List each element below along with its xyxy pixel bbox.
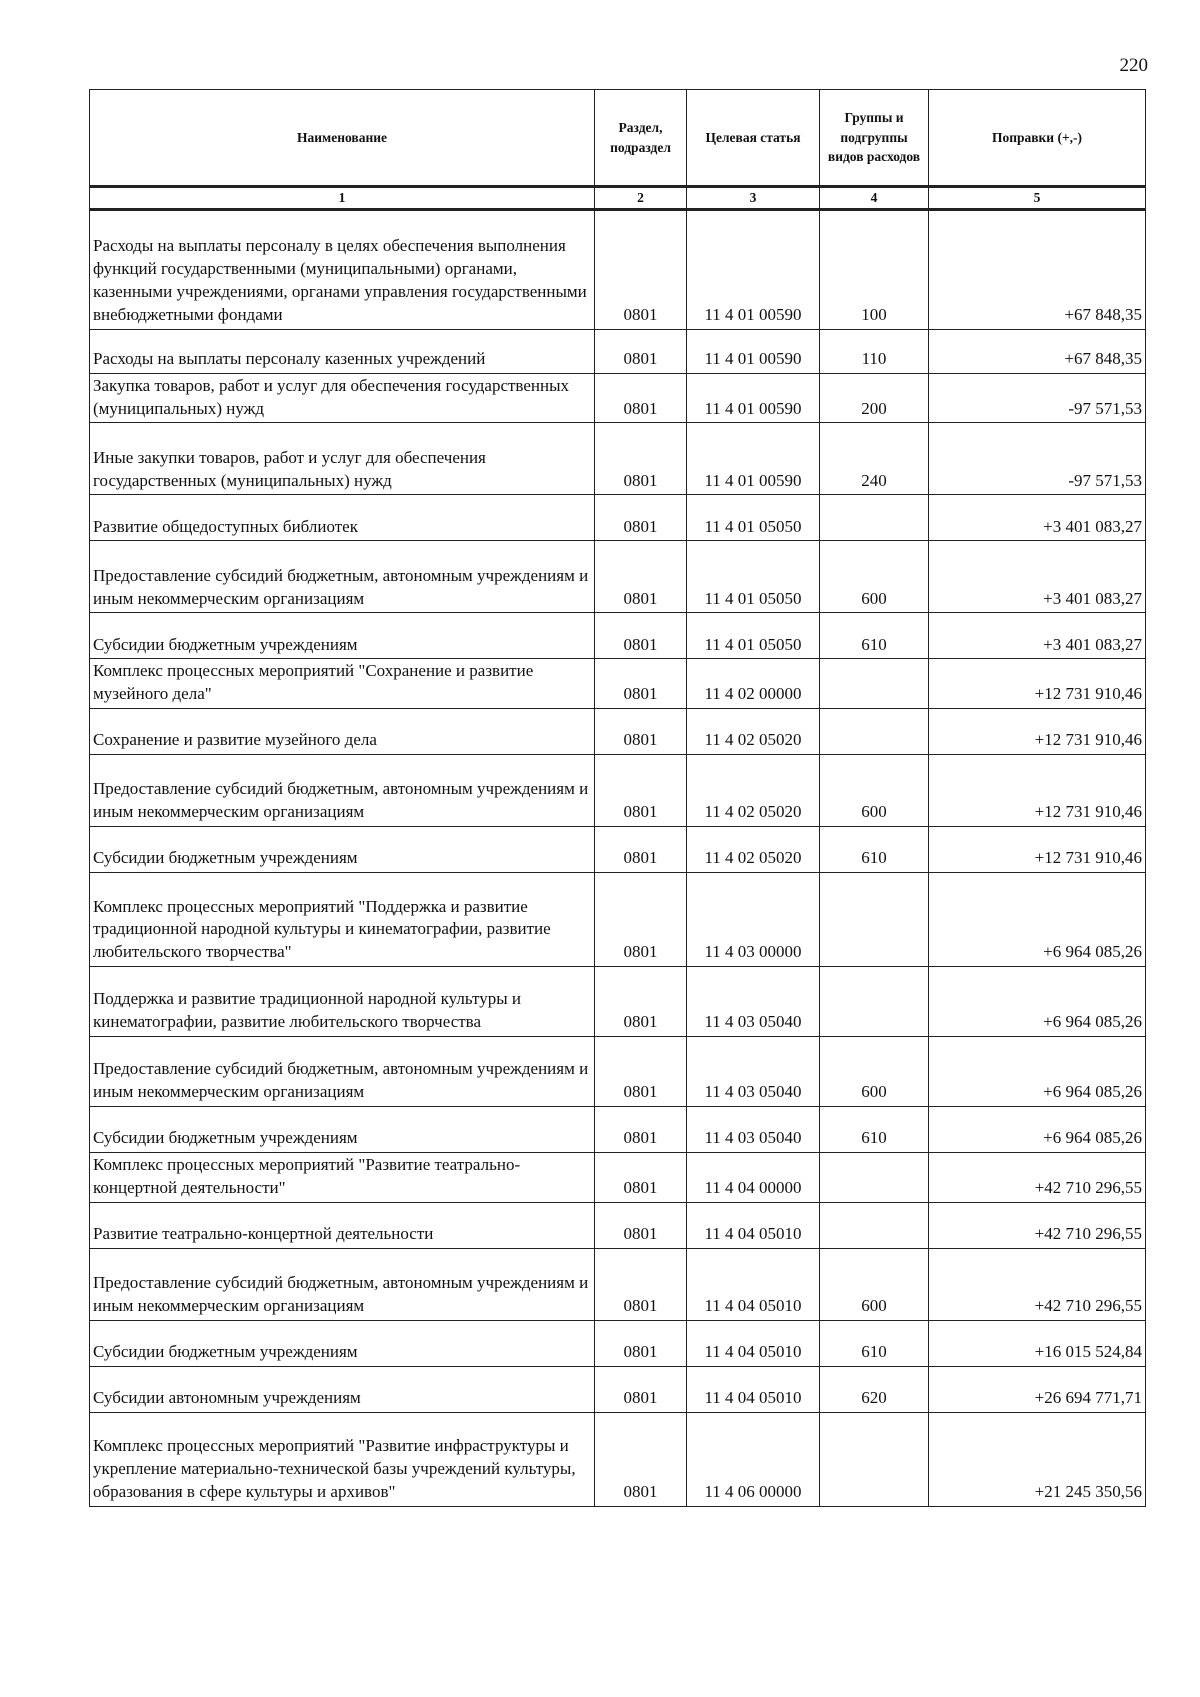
cell-name: Предоставление субсидий бюджетным, автономным учреждениям и иным некоммерческим организациям [90, 755, 595, 827]
cell-target-article: 11 4 03 05040 [687, 1037, 820, 1107]
table-row [90, 1037, 1146, 1107]
cell-name: Субсидии бюджетным учреждениям [90, 1321, 595, 1367]
cell-section: 0801 [595, 423, 687, 495]
column-number: 5 [929, 187, 1146, 210]
cell-target-article: 11 4 04 05010 [687, 1203, 820, 1249]
cell-expense-group [820, 873, 929, 967]
column-number: 1 [90, 187, 595, 210]
cell-section: 0801 [595, 873, 687, 967]
cell-amendment: +12 731 910,46 [929, 827, 1146, 873]
column-number: 2 [595, 187, 687, 210]
cell-expense-group [820, 1153, 929, 1203]
cell-name: Развитие театрально-концертной деятельности [90, 1203, 595, 1249]
cell-name: Предоставление субсидий бюджетным, автономным учреждениям и иным некоммерческим организациям [90, 1249, 595, 1321]
cell-target-article: 11 4 02 05020 [687, 709, 820, 755]
cell-target-article: 11 4 04 05010 [687, 1249, 820, 1321]
cell-name: Предоставление субсидий бюджетным, автономным учреждениям и иным некоммерческим организациям [90, 1037, 595, 1107]
header-name: Наименование [90, 90, 595, 187]
cell-name: Расходы на выплаты персоналу в целях обеспечения выполнения функций государственными (муниципальными) органами, казенными учреждениями, органами управления государственными внебюджетными фондами [90, 209, 595, 329]
cell-amendment: +6 964 085,26 [929, 1107, 1146, 1153]
table-row [90, 613, 1146, 659]
cell-target-article: 11 4 06 00000 [687, 1413, 820, 1507]
cell-expense-group [820, 709, 929, 755]
cell-section: 0801 [595, 1107, 687, 1153]
page-number: 220 [1119, 55, 1148, 76]
cell-expense-group: 600 [820, 755, 929, 827]
cell-amendment: -97 571,53 [929, 423, 1146, 495]
cell-amendment: +6 964 085,26 [929, 1037, 1146, 1107]
cell-expense-group: 610 [820, 827, 929, 873]
cell-section: 0801 [595, 209, 687, 329]
cell-expense-group [820, 659, 929, 709]
cell-amendment: +3 401 083,27 [929, 495, 1146, 541]
cell-amendment: +3 401 083,27 [929, 613, 1146, 659]
cell-amendment: +42 710 296,55 [929, 1153, 1146, 1203]
table-row [90, 1249, 1146, 1321]
cell-section: 0801 [595, 709, 687, 755]
cell-expense-group: 110 [820, 329, 929, 373]
table-row [90, 659, 1146, 709]
cell-expense-group [820, 1203, 929, 1249]
cell-section: 0801 [595, 1367, 687, 1413]
table-row [90, 827, 1146, 873]
cell-name: Сохранение и развитие музейного дела [90, 709, 595, 755]
cell-section: 0801 [595, 755, 687, 827]
cell-amendment: +42 710 296,55 [929, 1203, 1146, 1249]
cell-target-article: 11 4 03 05040 [687, 967, 820, 1037]
cell-section: 0801 [595, 659, 687, 709]
cell-name: Субсидии бюджетным учреждениям [90, 827, 595, 873]
table-row [90, 709, 1146, 755]
cell-expense-group: 240 [820, 423, 929, 495]
cell-section: 0801 [595, 1413, 687, 1507]
cell-name: Закупка товаров, работ и услуг для обеспечения государственных (муниципальных) нужд [90, 373, 595, 423]
cell-target-article: 11 4 02 05020 [687, 827, 820, 873]
table-row [90, 967, 1146, 1037]
cell-amendment: +12 731 910,46 [929, 659, 1146, 709]
header-amendments: Поправки (+,-) [929, 90, 1146, 187]
cell-section: 0801 [595, 967, 687, 1037]
cell-target-article: 11 4 04 05010 [687, 1321, 820, 1367]
header-section: Раздел, подраздел [595, 90, 687, 187]
cell-section: 0801 [595, 1321, 687, 1367]
cell-amendment: +3 401 083,27 [929, 541, 1146, 613]
cell-amendment: +12 731 910,46 [929, 755, 1146, 827]
cell-target-article: 11 4 01 00590 [687, 209, 820, 329]
cell-name: Комплекс процессных мероприятий "Развитие театрально-концертной деятельности" [90, 1153, 595, 1203]
table-row [90, 329, 1146, 373]
cell-expense-group [820, 1413, 929, 1507]
cell-section: 0801 [595, 1203, 687, 1249]
cell-name: Комплекс процессных мероприятий "Сохранение и развитие музейного дела" [90, 659, 595, 709]
cell-name: Субсидии автономным учреждениям [90, 1367, 595, 1413]
table-row [90, 541, 1146, 613]
cell-expense-group: 610 [820, 613, 929, 659]
column-number: 3 [687, 187, 820, 210]
cell-name: Поддержка и развитие традиционной народной культуры и кинематографии, развитие любительского творчества [90, 967, 595, 1037]
cell-section: 0801 [595, 541, 687, 613]
table-row [90, 1203, 1146, 1249]
cell-target-article: 11 4 03 00000 [687, 873, 820, 967]
cell-section: 0801 [595, 373, 687, 423]
budget-table [89, 89, 1146, 1507]
cell-section: 0801 [595, 827, 687, 873]
table-row [90, 873, 1146, 967]
cell-expense-group [820, 967, 929, 1037]
table-row [90, 1367, 1146, 1413]
cell-name: Субсидии бюджетным учреждениям [90, 613, 595, 659]
cell-amendment: +16 015 524,84 [929, 1321, 1146, 1367]
table-body [90, 209, 1146, 1507]
cell-target-article: 11 4 04 00000 [687, 1153, 820, 1203]
cell-expense-group: 600 [820, 541, 929, 613]
cell-name: Комплекс процессных мероприятий "Поддержка и развитие традиционной народной культуры и кинематографии, развитие любительского творчества" [90, 873, 595, 967]
cell-expense-group: 610 [820, 1107, 929, 1153]
cell-expense-group: 200 [820, 373, 929, 423]
cell-expense-group: 610 [820, 1321, 929, 1367]
cell-amendment: +21 245 350,56 [929, 1413, 1146, 1507]
cell-amendment: +6 964 085,26 [929, 967, 1146, 1037]
cell-section: 0801 [595, 1037, 687, 1107]
cell-section: 0801 [595, 1249, 687, 1321]
cell-amendment: +67 848,35 [929, 209, 1146, 329]
cell-amendment: +67 848,35 [929, 329, 1146, 373]
cell-section: 0801 [595, 613, 687, 659]
cell-section: 0801 [595, 1153, 687, 1203]
table-row [90, 1321, 1146, 1367]
cell-target-article: 11 4 01 00590 [687, 423, 820, 495]
table-row [90, 1107, 1146, 1153]
cell-expense-group: 100 [820, 209, 929, 329]
cell-section: 0801 [595, 329, 687, 373]
table-row [90, 495, 1146, 541]
header-target-article: Целевая статья [687, 90, 820, 187]
cell-amendment: +6 964 085,26 [929, 873, 1146, 967]
cell-expense-group: 620 [820, 1367, 929, 1413]
cell-target-article: 11 4 01 05050 [687, 613, 820, 659]
cell-target-article: 11 4 02 05020 [687, 755, 820, 827]
cell-amendment: +26 694 771,71 [929, 1367, 1146, 1413]
cell-section: 0801 [595, 495, 687, 541]
cell-expense-group: 600 [820, 1037, 929, 1107]
cell-amendment: +12 731 910,46 [929, 709, 1146, 755]
table-row [90, 209, 1146, 329]
cell-target-article: 11 4 01 00590 [687, 373, 820, 423]
cell-target-article: 11 4 01 00590 [687, 329, 820, 373]
cell-name: Предоставление субсидий бюджетным, автономным учреждениям и иным некоммерческим организациям [90, 541, 595, 613]
table-row [90, 1153, 1146, 1203]
cell-target-article: 11 4 02 00000 [687, 659, 820, 709]
cell-target-article: 11 4 01 05050 [687, 495, 820, 541]
table-row [90, 373, 1146, 423]
cell-target-article: 11 4 04 05010 [687, 1367, 820, 1413]
table-row [90, 1413, 1146, 1507]
cell-name: Иные закупки товаров, работ и услуг для обеспечения государственных (муниципальных) нужд [90, 423, 595, 495]
table-row [90, 423, 1146, 495]
cell-name: Субсидии бюджетным учреждениям [90, 1107, 595, 1153]
cell-name: Развитие общедоступных библиотек [90, 495, 595, 541]
cell-expense-group [820, 495, 929, 541]
cell-target-article: 11 4 01 05050 [687, 541, 820, 613]
cell-name: Расходы на выплаты персоналу казенных учреждений [90, 329, 595, 373]
cell-name: Комплекс процессных мероприятий "Развитие инфраструктуры и укрепление материально-технической базы учреждений культуры, образования в сфере культуры и архивов" [90, 1413, 595, 1507]
cell-amendment: +42 710 296,55 [929, 1249, 1146, 1321]
table-row [90, 755, 1146, 827]
cell-amendment: -97 571,53 [929, 373, 1146, 423]
header-expense-groups: Группы и подгруппы видов расходов [820, 90, 929, 187]
cell-target-article: 11 4 03 05040 [687, 1107, 820, 1153]
column-number: 4 [820, 187, 929, 210]
cell-expense-group: 600 [820, 1249, 929, 1321]
